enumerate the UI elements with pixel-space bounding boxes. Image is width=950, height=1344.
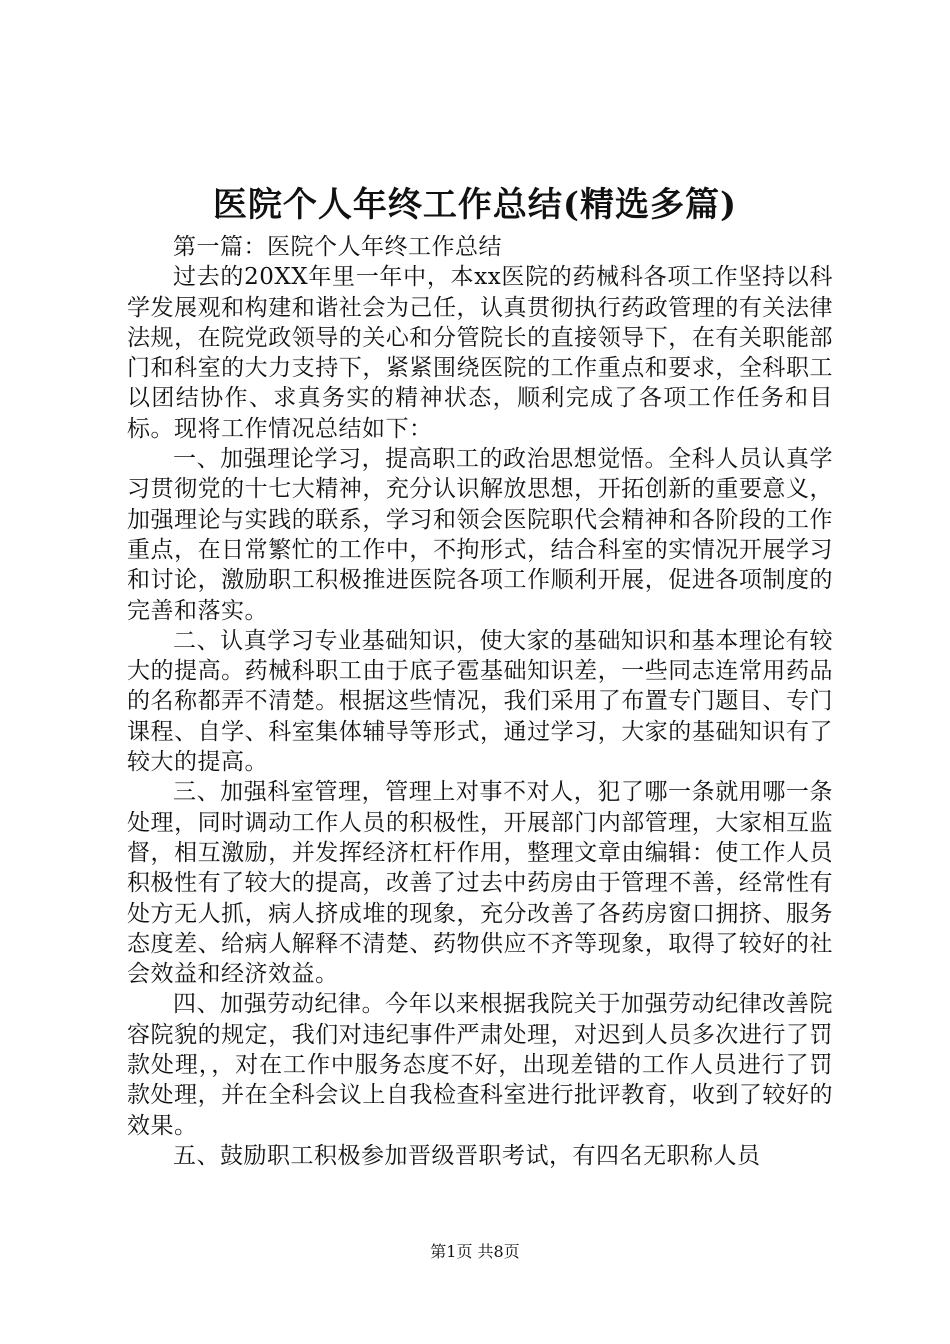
paragraph: 过去的20XX年里一年中，本xx医院的药械科各项工作坚持以科学发展观和构建和谐社会为己任，认真贯彻执行药政管理的有关法律法规，在院党政领导的关心和分管院长的直接领导下，在有关职能部门和科室的大力支持下，紧紧围绕医院的工作重点和要求，全科职工以团结协作、求真务实的精神状态，顺利完成了各项工作任务和目标。现将工作情况总结如下： (127, 264, 833, 442)
paragraph: 五、鼓励职工积极参加晋级晋职考试，有四名无职称人员 (173, 1142, 761, 1169)
document-body (127, 232, 833, 1171)
paragraph: 四、加强劳动纪律。今年以来根据我院关于加强劳动纪律改善院容院貌的规定，我们对违纪事件严肃处理，对迟到人员多次进行了罚款处理，，对在工作中服务态度不好，出现差错的工作人员进行了罚款处理，并在全科会议上自我检查科室进行批评教育，收到了较好的效果。 (127, 991, 833, 1139)
section-heading: 第一篇：医院个人年终工作总结 (173, 234, 502, 260)
page-footer: 第1页 共8页 (430, 1242, 520, 1261)
document-title: 医院个人年终工作总结(精选多篇) (212, 185, 738, 225)
paragraph: 一、加强理论学习，提高职工的政治思想觉悟。全科人员认真学习贯彻党的十七大精神，充分认识解放思想，开拓创新的重要意义，加强理论与实践的联系，学习和领会医院职代会精神和各阶段的工作重点，在日常繁忙的工作中，不拘形式，结合科室的实情况开展学习和讨论，激励职工积极推进医院各项工作顺利开展，促进各项制度的完善和落实。 (127, 446, 833, 624)
paragraph: 二、认真学习专业基础知识，使大家的基础知识和基本理论有较大的提高。药械科职工由于底子雹基础知识差，一些同志连常用药品的名称都弄不清楚。根据这些情况，我们采用了布置专门题目、专门课程、自学、科室集体辅导等形式，通过学习，大家的基础知识有了较大的提高。 (127, 627, 833, 776)
paragraph: 三、加强科室管理，管理上对事不对人，犯了哪一条就用哪一条处理，同时调动工作人员的积极性，开展部门内部管理，大家相互监督，相互激励，并发挥经济杠杆作用，整理文章由编辑：使工作人员积极性有了较大的提高，改善了过去中药房由于管理不善，经常性有处方无人抓，病人挤成堆的现象，充分改善了各药房窗口拥挤、服务态度差、给病人解释不清楚、药物供应不齐等现象，取得了较好的社会效益和经济效益。 (127, 779, 833, 988)
